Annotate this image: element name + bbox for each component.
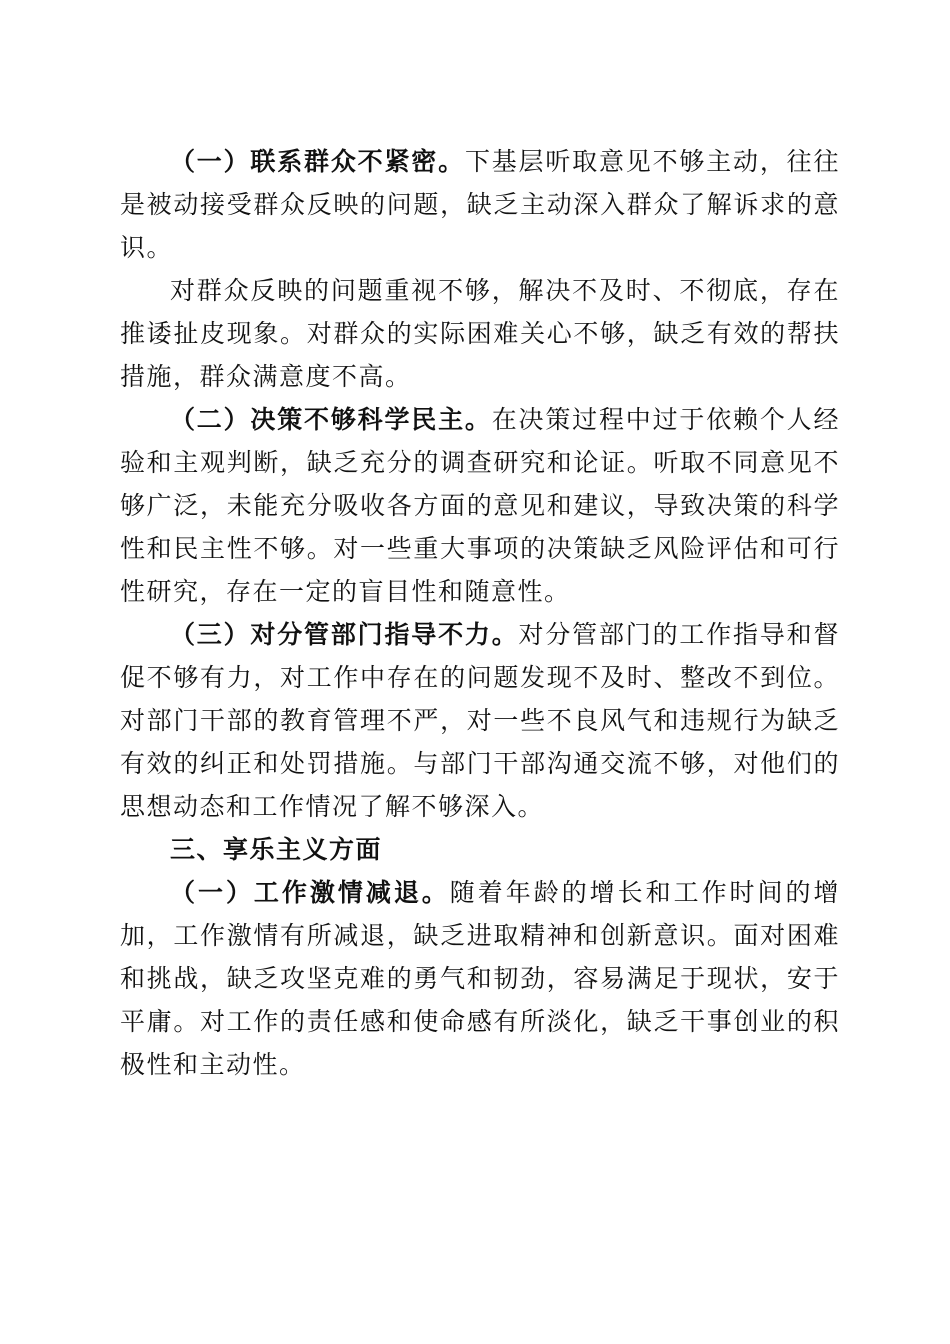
paragraph-lead: （一）工作激情减退。 <box>170 878 450 907</box>
paragraph-work-passion <box>120 871 840 1086</box>
paragraph-text: 对群众反映的问题重视不够，解决不及时、不彻底，存在推诿扯皮现象。对群众的实际困难关心不够，缺乏有效的帮扶措施，群众满意度不高。 <box>120 276 840 391</box>
section-heading: 三、享乐主义方面 <box>170 835 383 864</box>
paragraph-lead: （一）联系群众不紧密。 <box>170 147 465 176</box>
paragraph-text: 随着年龄的增长和工作时间的增加，工作激情有所减退，缺乏进取精神和创新意识。面对困难和挑战，缺乏攻坚克难的勇气和韧劲，容易满足于现状，安于平庸。对工作的责任感和使命感有所淡化，缺乏干事创业的积极性和主动性。 <box>120 878 840 1079</box>
paragraph-lead: （二）决策不够科学民主。 <box>170 405 492 434</box>
paragraph-masses-concerns <box>120 269 840 398</box>
paragraph-text: 在决策过程中过于依赖个人经验和主观判断，缺乏充分的调查研究和论证。听取不同意见不够广泛，未能充分吸收各方面的意见和建议，导致决策的科学性和民主性不够。对一些重大事项的决策缺乏风险评估和可行性研究，存在一定的盲目性和随意性。 <box>120 405 840 606</box>
paragraph-text: 下基层听取意见不够主动，往往是被动接受群众反映的问题，缺乏主动深入群众了解诉求的意识。 <box>120 147 840 262</box>
paragraph-contact-masses <box>120 140 840 269</box>
paragraph-text: 对分管部门的工作指导和督促不够有力，对工作中存在的问题发现不及时、整改不到位。对部门干部的教育管理不严，对一些不良风气和违规行为缺乏有效的纠正和处罚措施。与部门干部沟通交流不够，对他们的思想动态和工作情况了解不够深入。 <box>120 620 840 821</box>
paragraph-decision-making <box>120 398 840 613</box>
document-body <box>120 140 840 1086</box>
paragraph-lead: （三）对分管部门指导不力。 <box>170 620 519 649</box>
paragraph-department-guidance <box>120 613 840 828</box>
